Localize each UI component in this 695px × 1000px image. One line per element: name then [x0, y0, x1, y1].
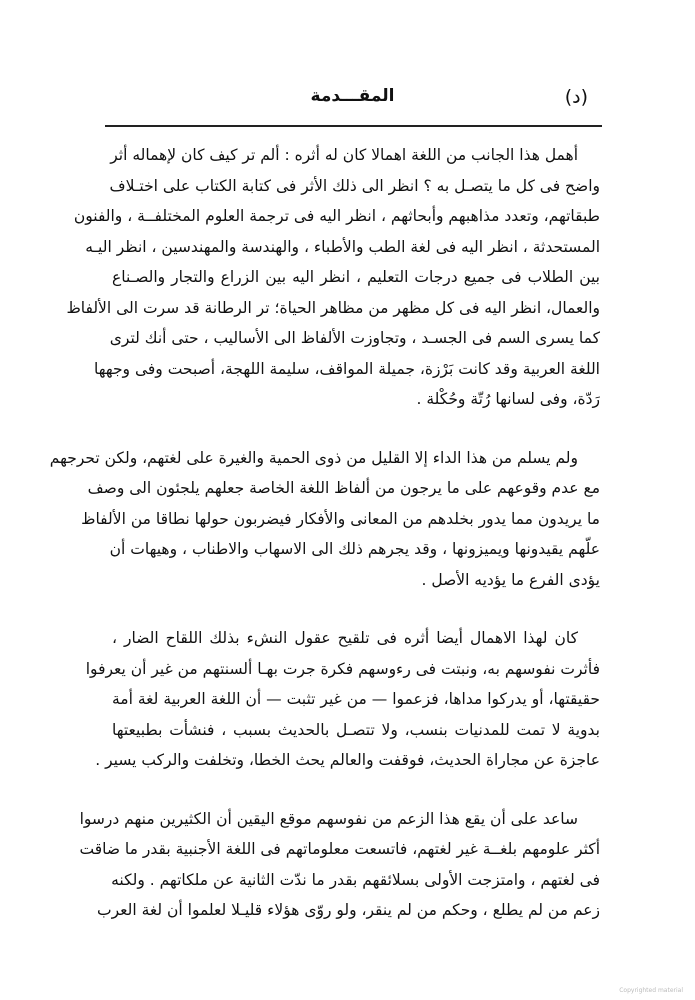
watermark: Copyrighted material: [619, 987, 683, 994]
text-line: ساعد على أن يقع هذا الزعم من نفوسهم موقع اليقين أن الكثيرين منهم درسوا: [79, 809, 578, 828]
text-line: فى لغتهم ، وامتزجت الأولى بسلائقهم بقدر ما ندّت الثانية عن ملكاتهم . ولكنه: [111, 870, 600, 889]
paragraph: [79, 804, 600, 926]
text-line: أكثر علومهم بلغــة غير لغتهم، فاتسعت معلوماتهم فى اللغة الأجنبية بقدر ما ضاقت: [79, 840, 600, 858]
text-line: فأثرت نفوسهم به، ونبتت فى رءوسهم فكرة جرت بهـا ألسنتهم من غير أن يعرفوا: [85, 659, 600, 678]
text-line: كان لهذا الاهمال أيضا أثره فى تلقيح عقول النشء بذلك اللقاح الضار ،: [112, 629, 578, 647]
text-line: واضح فى كل ما يتصـل به ؟ انظر الى ذلك الأثر فى كتابة الكتاب على اختـلاف: [109, 176, 600, 195]
text-line: بين الطلاب فى جميع درجات التعليم ، انظر اليه بين الزراع والتجار والصـناع: [112, 268, 600, 286]
text-line: حقيقتها، أو يدركوا مداها، فزعموا — من غير تثبت — أن اللغة العربية لغة أمة: [112, 690, 600, 708]
text-line: مع عدم وقوعهم على ما يرجون من ألفاظ اللغة الخاصة جعلهم يلجئون الى وصف: [87, 479, 600, 497]
paragraph: [85, 623, 600, 776]
text-line: اللغة العربية وقد كانت بَرْزة، جميلة المواقف، سليمة اللهجة، أصبحت وفى وجهها: [93, 359, 600, 378]
text-line: المستحدثة ، انظر اليه فى لغة الطب والأطباء ، والهندسة والمهندسين ، انظر اليـه: [85, 237, 600, 256]
running-title: المقـــدمة: [310, 86, 395, 106]
text-line: والعمال، انظر اليه فى كل مظهر من مظاهر الحياة؛ تر الرطانة قد سرت الى الألفاظ: [66, 298, 600, 317]
text-line: أهمل هذا الجانب من اللغة اهمالا كان له أثره : ألم تر كيف كان لإهماله أثر: [110, 146, 578, 164]
text-line: ولم يسلم من هذا الداء إلا القليل من ذوى الحمية والغيرة على لغتهم، ولكن تحرجهم: [49, 448, 578, 467]
header-rule: [105, 125, 602, 127]
paragraph: [66, 140, 600, 415]
paragraph: [49, 443, 600, 596]
text-line: زعم من لم يطلع ، وحكم من لم ينقر، ولو روّى هؤلاء قليـلا لعلموا أن لغة العرب: [97, 901, 600, 919]
text-line: رَدّة، وفى لسانها رُتّة وحُكْلة .: [416, 390, 600, 408]
page-number: (د): [564, 86, 588, 108]
text-line: ما يريدون مما يدور بخلدهم من المعانى والأفكار فيضربون حولها نطاقا من الألفاظ: [81, 509, 600, 528]
page-body: [49, 140, 600, 954]
running-header: [105, 86, 600, 116]
text-line: بدوية لا تمت للمدنيات بنسب، ولا تتصـل بالحديث بسبب ، فنشأت بطبيعتها: [112, 720, 600, 739]
text-line: علّهم يقيدونها ويميزونها ، وقد يجرهم ذلك الى الاسهاب والاطناب ، وهيهات أن: [109, 540, 600, 558]
text-line: عاجزة عن مجاراة الحديث، فوقفت والعالم يحث الخطا، وتخلفت والركب يسير .: [95, 751, 600, 769]
text-line: كما يسرى السم فى الجسـد ، وتجاوزت الألفاظ الى الأساليب ، حتى أنك لترى: [109, 329, 600, 347]
text-line: يؤدى الفرع ما يؤديه الأصل .: [421, 570, 600, 589]
text-line: طبقاتهم، وتعدد مذاهبهم وأبحاثهم ، انظر اليه فى ترجمة العلوم المختلفــة ، والفنون: [73, 207, 600, 225]
